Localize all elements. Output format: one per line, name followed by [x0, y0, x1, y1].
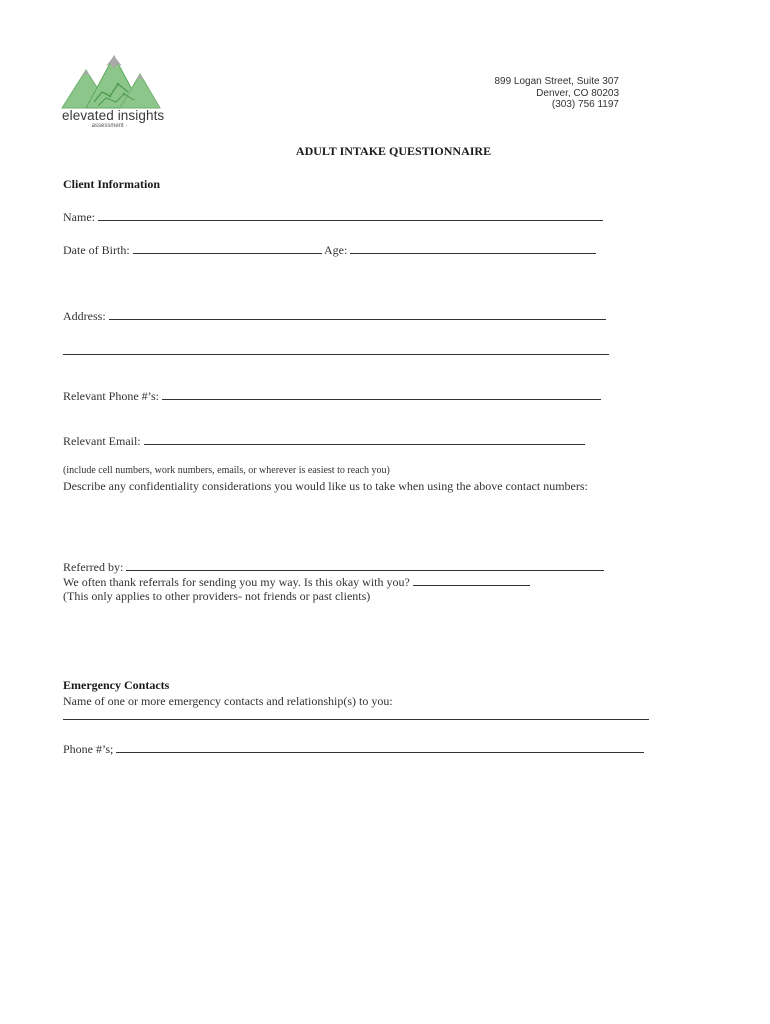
emergency-phone-label: Phone #’s; [63, 742, 117, 756]
emergency-row [63, 708, 649, 724]
emergency-phone-field-2[interactable] [488, 741, 644, 753]
thank-field[interactable] [413, 574, 530, 586]
address-block [494, 76, 619, 111]
address-city: Denver, CO 80203 [536, 87, 619, 99]
phone-field[interactable] [162, 388, 601, 400]
dob-label: Date of Birth: [63, 243, 133, 257]
confidentiality-prompt: Describe any confidentiality considerations you would like us to take when using the above contact numbers: [63, 479, 588, 493]
age-label: Age: [321, 243, 351, 257]
logo [58, 52, 166, 132]
emergency-heading: Emergency Contacts [63, 678, 170, 692]
age-field[interactable] [350, 242, 596, 254]
dob-age-row [63, 242, 596, 258]
name-label: Name: [63, 210, 98, 224]
email-label: Relevant Email: [63, 434, 144, 448]
email-row [63, 433, 585, 449]
referred-label: Referred by: [63, 560, 127, 574]
address-field[interactable] [109, 308, 606, 320]
logo-subtitle: · assessment · [88, 123, 128, 129]
address-row [63, 308, 606, 324]
include-note: (include cell numbers, work numbers, emails, or wherever is easiest to reach you) [63, 465, 390, 476]
referral-note: (This only applies to other providers- not friends or past clients) [63, 589, 371, 603]
address-row-2 [63, 343, 609, 359]
logo-brand: elevated insights [62, 108, 165, 123]
emergency-prompt: Name of one or more emergency contacts and relationship(s) to you: [63, 694, 393, 708]
email-field[interactable] [144, 433, 585, 445]
dob-field[interactable] [133, 242, 322, 254]
address-field-2[interactable] [63, 343, 609, 355]
name-row [63, 209, 603, 225]
address-street: 899 Logan Street, Suite 307 [494, 76, 619, 87]
referred-row [63, 559, 604, 575]
name-field[interactable] [98, 209, 603, 221]
mountain-logo-icon [58, 52, 166, 110]
thank-row [63, 574, 530, 590]
address-phone: (303) 756 1197 [551, 99, 619, 110]
phone-label: Relevant Phone #’s: [63, 389, 162, 403]
referred-field[interactable] [126, 559, 604, 571]
address-label: Address: [63, 309, 109, 323]
client-info-heading: Client Information [63, 177, 160, 191]
thank-text: We often thank referrals for sending you my way. Is this okay with you? [63, 575, 413, 589]
phone-row [63, 388, 601, 404]
emergency-contact-field[interactable] [63, 708, 649, 720]
emergency-phone-row [63, 741, 644, 757]
page-title: ADULT INTAKE QUESTIONNAIRE [295, 144, 492, 158]
emergency-phone-field-1[interactable] [116, 741, 488, 753]
